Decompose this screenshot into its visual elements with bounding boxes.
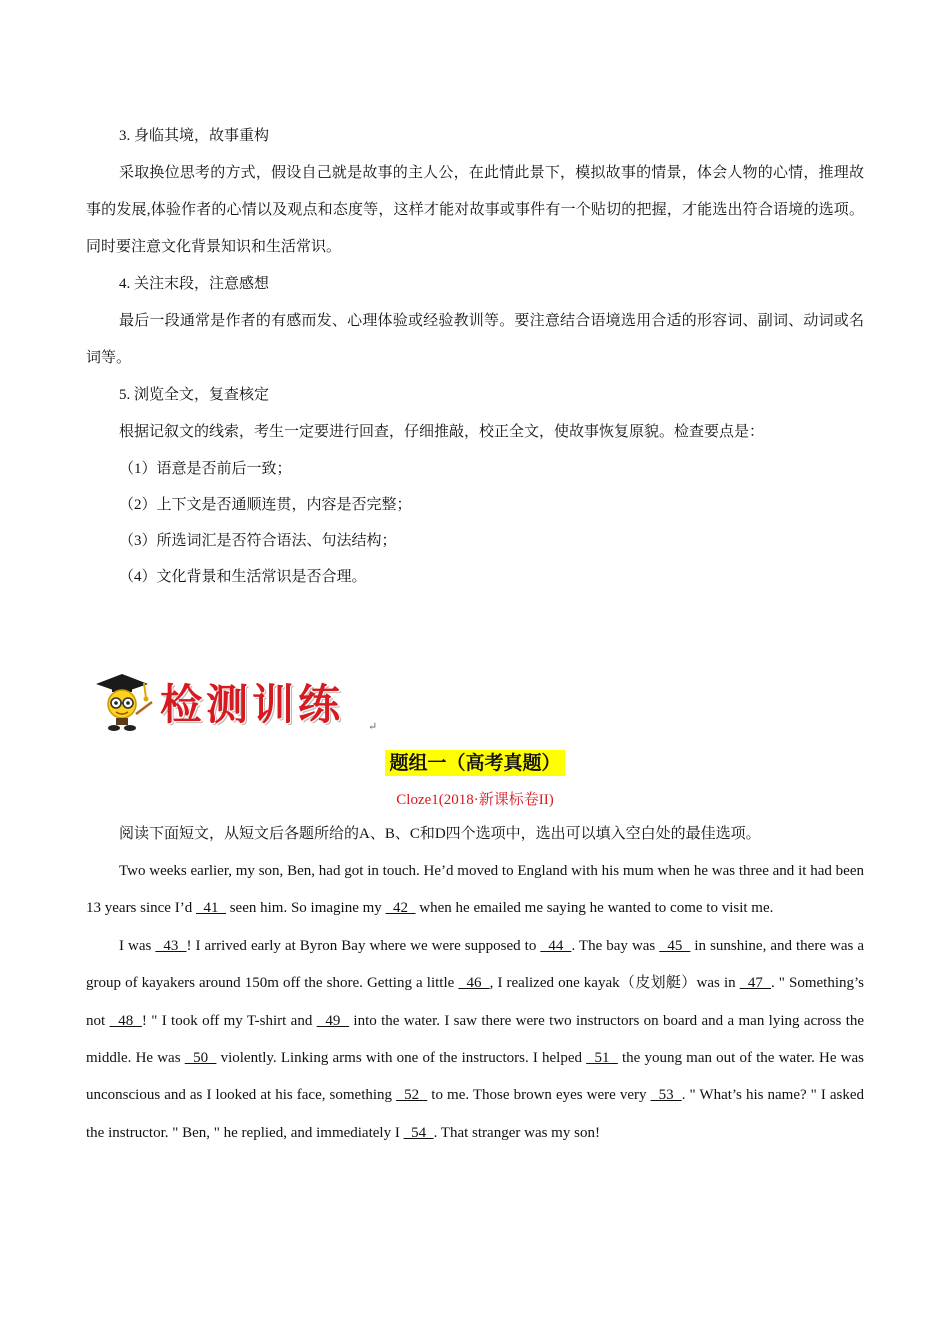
passage-paragraph-2 (86, 928, 864, 1152)
passage-text: when he emailed me saying he wanted to come to visit me. (415, 900, 774, 917)
tip-5-heading: 5. 浏览全文，复查核定 (119, 387, 270, 403)
tip-4-heading: 4. 关注末段，注意感想 (119, 276, 270, 292)
passage-text: ! " I took off my T-shirt and (141, 1012, 317, 1029)
tip-4-text: 最后一段通常是作者的有感而发、心理体验或经验教训等。要注意结合语境选用合适的形容词、副词、动词或名词等。 (86, 313, 864, 366)
passage-text: . " Something’s not (86, 975, 865, 1029)
check-item: （3）所选词汇是否符合语法、句法结构； (119, 533, 397, 549)
paragraph-return-mark: ↵ (368, 721, 378, 733)
passage-text: to me. Those brown eyes were very (427, 1087, 651, 1104)
check-item: （2）上下文是否通顺连贯，内容是否完整； (119, 497, 412, 513)
passage-text: in sunshine, and there was a group of kayakers around 150m off the shore. Getting a little (86, 937, 865, 992)
group-title-text: 题组一（高考真题） (385, 750, 564, 776)
passage-text: . That stranger was my son! (433, 1124, 600, 1141)
tips-section (86, 118, 864, 595)
check-item: （1）语意是否前后一致； (119, 461, 292, 477)
passage-text: I was (119, 937, 156, 954)
blank-43: 43 (155, 937, 187, 954)
graduate-mascot-icon (92, 668, 154, 732)
cloze-section (86, 816, 864, 1152)
passage-text: . The bay was (571, 937, 660, 954)
blank-52: 52 (396, 1087, 428, 1104)
instruction: 阅读下面短文，从短文后各题所给的A、B、C和D四个选项中，选出可以填入空白处的最佳选项。 (119, 826, 761, 842)
blank-48: 48 (109, 1012, 142, 1029)
tip-3-text: 采取换位思考的方式，假设自己就是故事的主人公，在此情此景下，模拟故事的情景，体会人物的心情，推理故事的发展,体验作者的心情以及观点和态度等，这样才能对故事或事件有一个贴切的把握，才能选出符合语境的选项。同时要注意文化背景知识和生活常识。 (86, 165, 864, 255)
passage-text: . " What’s his name? " I asked the instructor. " Ben, " he replied, and immediately I (86, 1087, 865, 1141)
blank-54: 54 (403, 1124, 434, 1141)
blank-47: 47 (739, 975, 771, 992)
cloze-title: Cloze1(2018·新课标卷II) (396, 792, 554, 808)
check-item: （4）文化背景和生活常识是否合理。 (119, 569, 367, 585)
blank-53: 53 (650, 1087, 682, 1104)
practice-banner (92, 668, 382, 732)
passage-text: into the water. I saw there were two instructors on board and a man lying across the middle. He was (86, 1012, 865, 1067)
blank-45: 45 (659, 937, 691, 954)
banner-title: 检测训练 (160, 680, 345, 729)
tip-5-text: 根据记叙文的线索，考生一定要进行回查，仔细推敲，校正全文，使故事恢复原貌。检查要点是： (119, 424, 765, 440)
blank-50: 50 (184, 1050, 217, 1067)
passage-text: ! I arrived early at Byron Bay where we were supposed to (186, 937, 541, 954)
passage-paragraph-1 (86, 853, 864, 928)
passage-text: Two weeks earlier, my son, Ben, had got in touch. He’d moved to England with his mum when he was three and it had been 13 years since I’d (86, 863, 864, 917)
blank-42: 42 (385, 900, 416, 917)
tip-3-heading: 3. 身临其境，故事重构 (119, 128, 270, 144)
passage-text: violently. Linking arms with one of the instructors. I helped (216, 1050, 587, 1067)
blank-41: 41 (195, 900, 226, 917)
blank-51: 51 (586, 1050, 618, 1067)
blank-46: 46 (458, 975, 490, 992)
group-title (0, 748, 950, 775)
blank-49: 49 (316, 1012, 350, 1029)
passage-text: seen him. So imagine my (225, 900, 386, 917)
passage-text: , I realized one kayak（皮划艇）was in (489, 975, 740, 992)
passage-text: the young man out of the water. He was unconscious and as I looked at his face, something (86, 1050, 865, 1104)
blank-44: 44 (540, 937, 572, 954)
